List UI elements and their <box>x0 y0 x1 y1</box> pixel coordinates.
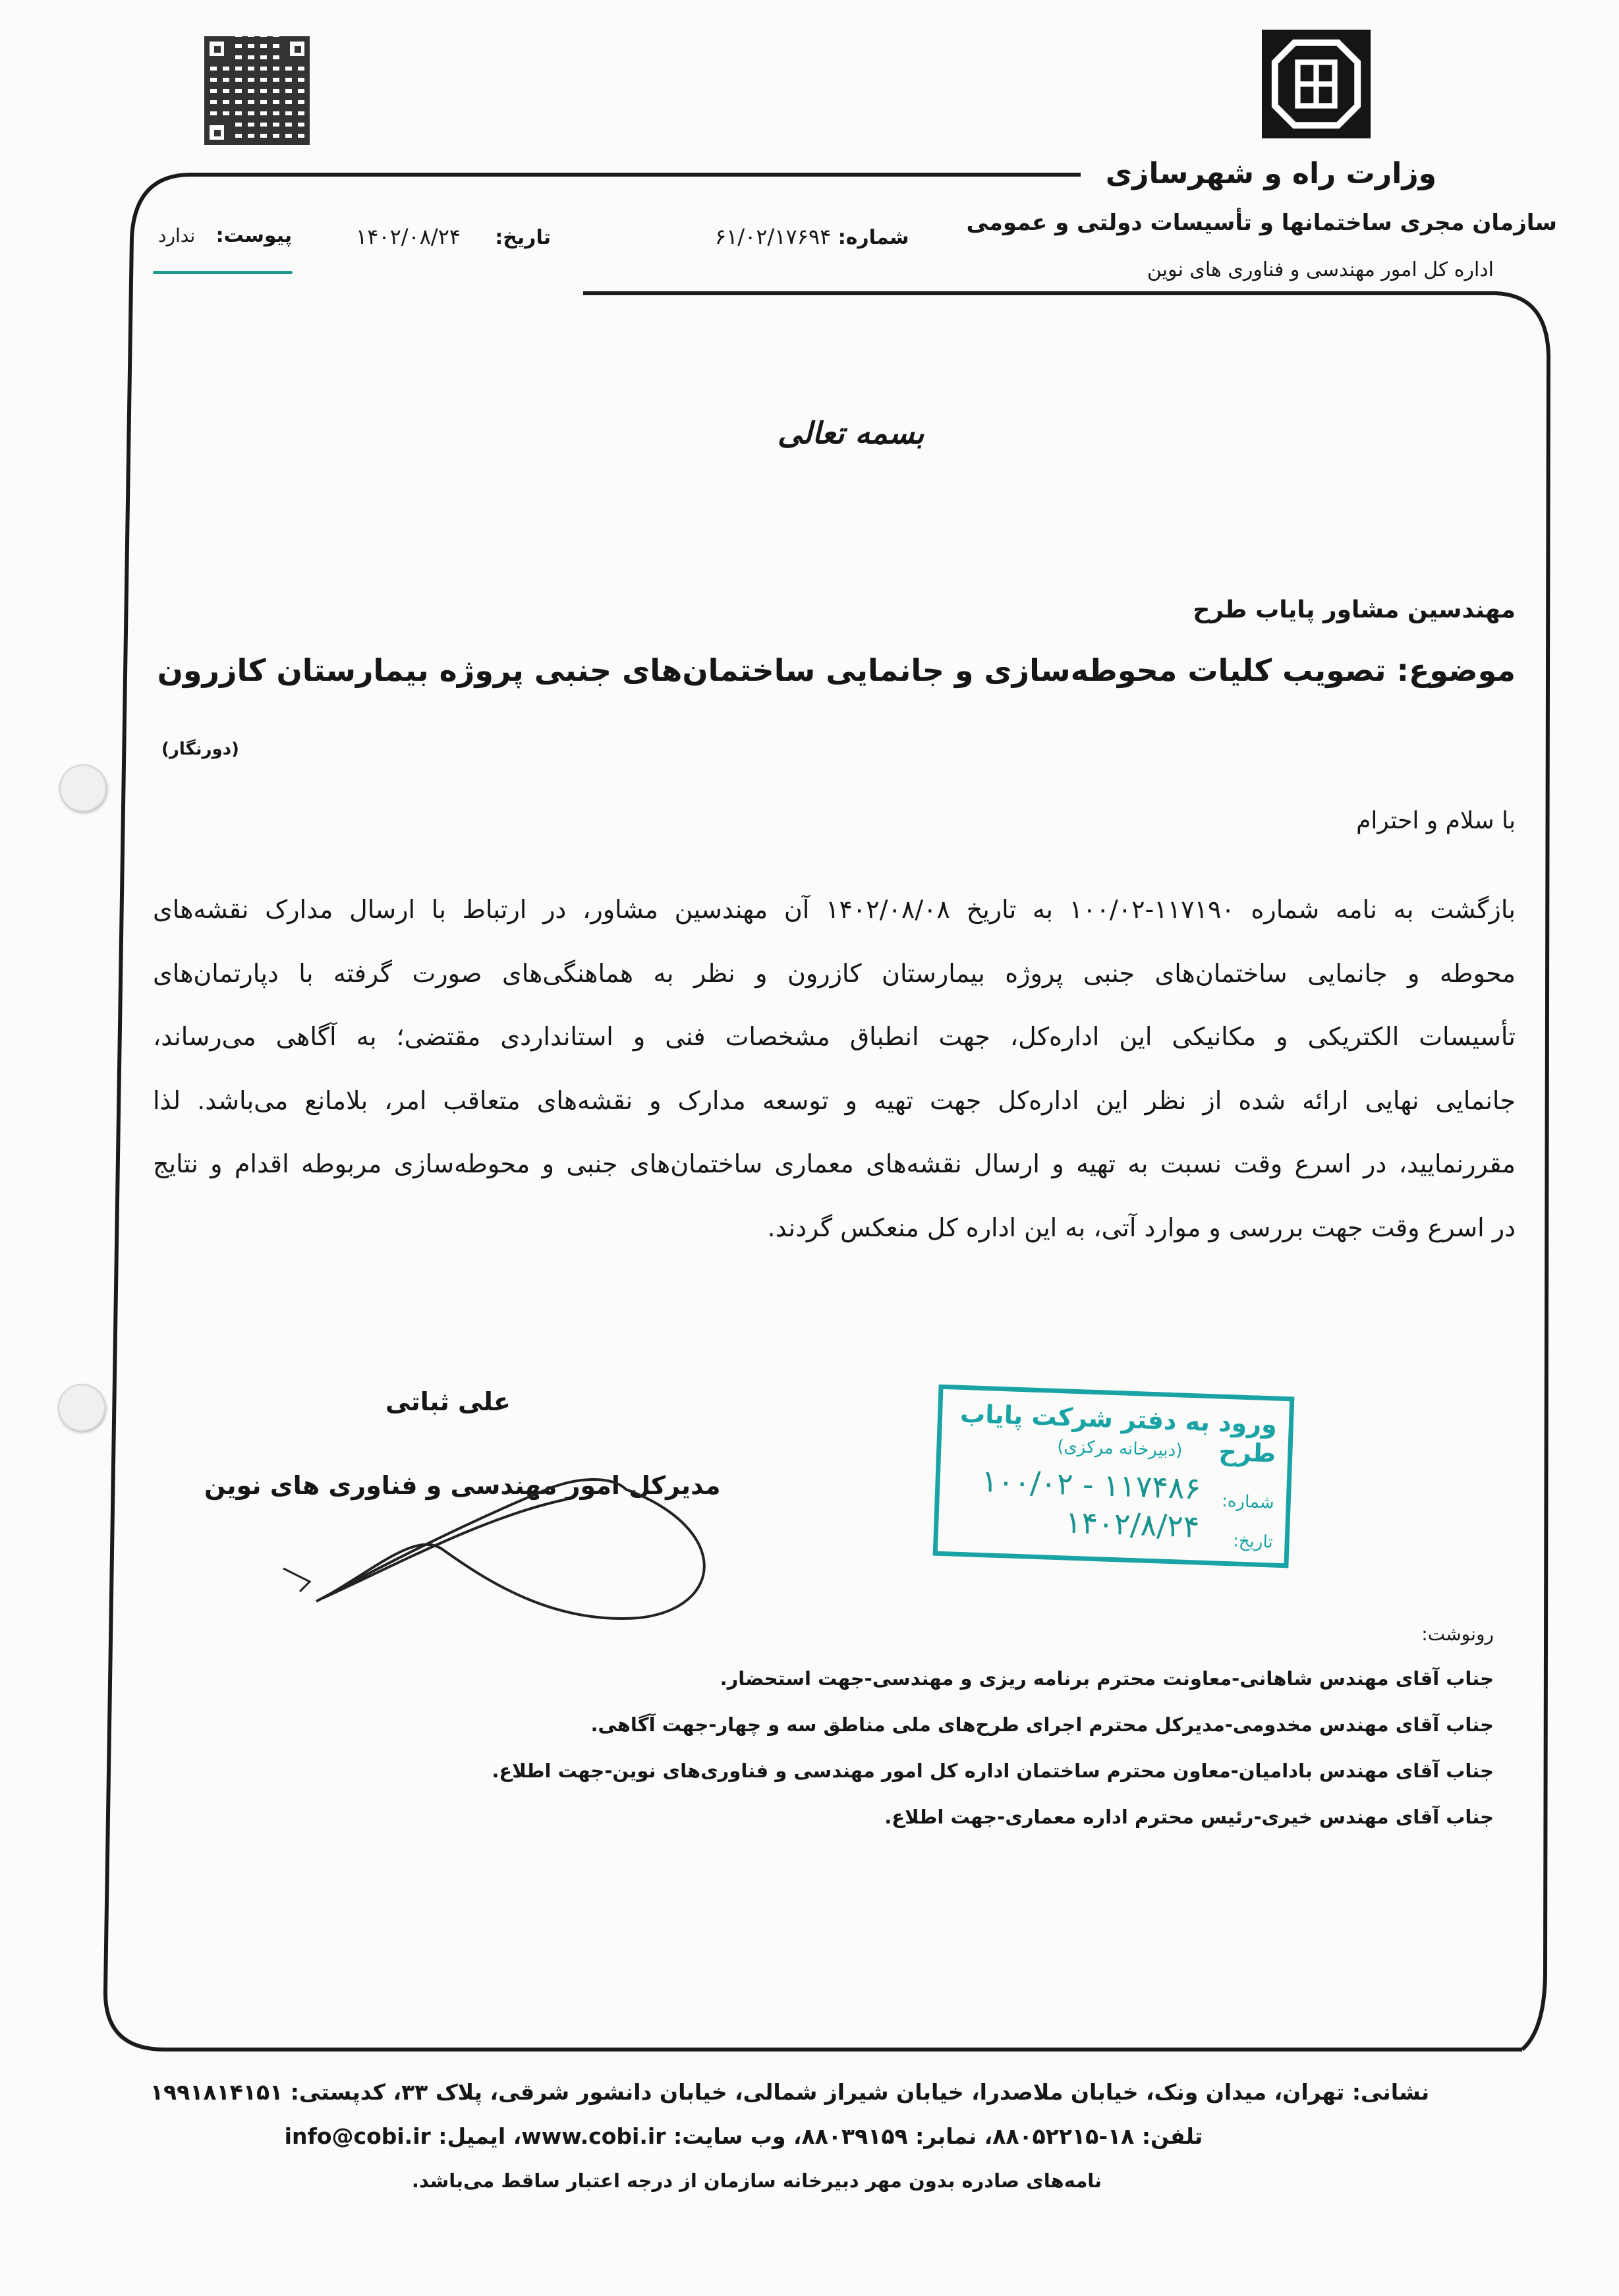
cc-heading: رونوشت: <box>1421 1623 1494 1645</box>
punch-hole <box>58 1384 105 1431</box>
cc-item: جناب آقای مهندس بادامیان-معاون محترم ساختمان اداره کل امور مهندسی و فناوری‌های نوین-جهت اطلاع. <box>492 1760 1494 1782</box>
organization-name: سازمان مجری ساختمانها و تأسیسات دولتی و عمومی <box>966 210 1557 236</box>
date-label: تاریخ: <box>495 226 551 249</box>
letter-body <box>153 890 1516 1271</box>
body-line: جانمایی نهایی ارائه شده از نظر این اداره‌کل جهت تهیه و توسعه مدارک و نقشه‌های متعاقب امر، بلامانع می‌باشد. لذا <box>153 1085 1516 1115</box>
letter-date <box>356 224 551 249</box>
attachment-underline <box>153 271 293 274</box>
number-value: ۶۱/۰۲/۱۷۶۹۴ <box>715 224 832 249</box>
subject: موضوع: تصویب کلیات محوطه‌سازی و جانمایی ساختمان‌های جنبی پروژه بیمارستان کازرون <box>157 652 1516 688</box>
letter-number <box>715 224 909 249</box>
received-stamp <box>933 1385 1295 1568</box>
qr-code <box>204 36 310 145</box>
cc-item: جناب آقای مهندس خیری-رئیس محترم اداره معماری-جهت اطلاع. <box>884 1806 1494 1828</box>
footer-contact: تلفن: ۱۸-۸۸۰۵۲۲۱۵، نمابر: ۸۸۰۳۹۱۵۹، وب سایت: www.cobi.ir، ایمیل: info@cobi.ir <box>284 2123 1203 2149</box>
body-line: مقررنمایید، در اسرع وقت نسبت به تهیه و ارسال نقشه‌های معماری ساختمان‌های جنبی و محوطه‌سازی مربوطه اقدام و نتایج <box>153 1149 1516 1178</box>
date-value: ۱۴۰۲/۰۸/۲۴ <box>356 224 461 249</box>
recipient: مهندسین مشاور پایاب طرح <box>1193 596 1516 623</box>
fax-note: (دورنگار) <box>161 739 239 759</box>
body-line: تأسیسات الکتریکی و مکانیکی این اداره‌کل، جهت انطباق مشخصات فنی و استانداردی مقتضی؛ به آگاهی می‌رساند، <box>153 1022 1516 1051</box>
attachment-label: پیوست: <box>215 224 293 247</box>
footer-address: نشانی: تهران، میدان ونک، خیابان ملاصدرا، خیابان شیراز شمالی، خیابان دانشور شرقی، پلاک ۳۳، کدپستی: ۱۹۹۱۸۱۴۱۵۱ <box>150 2079 1430 2105</box>
punch-hole <box>59 764 107 812</box>
stamp-number-value: ۱۱۷۴۸۶ - ۱۰۰/۰۲ <box>980 1463 1202 1507</box>
stamp-number-label: شماره: <box>1221 1491 1275 1513</box>
greeting: با سلام و احترام <box>1356 807 1516 834</box>
invocation: بسمه تعالی <box>778 415 924 451</box>
stamp-date-label: تاریخ: <box>1232 1531 1274 1553</box>
ministry-logo <box>1262 30 1371 138</box>
stamp-date-value: ۱۴۰۲/۸/۲۴ <box>1064 1504 1201 1545</box>
department-name: اداره کل امور مهندسی و فناوری های نوین <box>1147 258 1494 281</box>
body-line: در اسرع وقت جهت بررسی و موارد آتی، به این اداره کل منعکس گردند. <box>767 1213 1516 1242</box>
stamp-title: ورود به دفتر شرکت پایاب طرح <box>959 1398 1278 1468</box>
attachment-value: ندارد <box>158 225 196 246</box>
signatory-name: علی ثباتی <box>385 1387 511 1416</box>
handwritten-signature <box>270 1450 745 1634</box>
cc-item: جناب آقای مهندس شاهانی-معاونت محترم برنامه ریزی و مهندسی-جهت استحضار. <box>720 1667 1494 1690</box>
body-line: محوطه و جانمایی ساختمان‌های جنبی پروژه بیمارستان کازرون و نظر به هماهنگی‌های صورت گرفته با دپارتمان‌های <box>153 958 1516 988</box>
footer-notice: نامه‌های صادره بدون مهر دبیرخانه سازمان از درجه اعتبار ساقط می‌باشد. <box>411 2169 1102 2192</box>
body-line: بازگشت به نامه شماره ۱۱۷۱۹۰-۱۰۰/۰۲ به تاریخ ۱۴۰۲/۰۸/۰۸ آن مهندسین مشاور، در ارتباط با ارسال مدارک نقشه‌های <box>153 895 1516 924</box>
signatory-title: مدیرکل امور مهندسی و فناوری های نوین <box>204 1471 721 1500</box>
cc-item: جناب آقای مهندس مخدومی-مدیرکل محترم اجرای طرح‌های ملی مناطق سه و چهار-جهت آگاهی. <box>590 1713 1494 1736</box>
letter-attachment <box>158 224 292 247</box>
stamp-subtitle: (دبیرخانه مرکزی) <box>1056 1436 1183 1461</box>
ministry-name: وزارت راه و شهرسازی <box>1105 157 1436 190</box>
number-label: شماره: <box>838 226 909 249</box>
